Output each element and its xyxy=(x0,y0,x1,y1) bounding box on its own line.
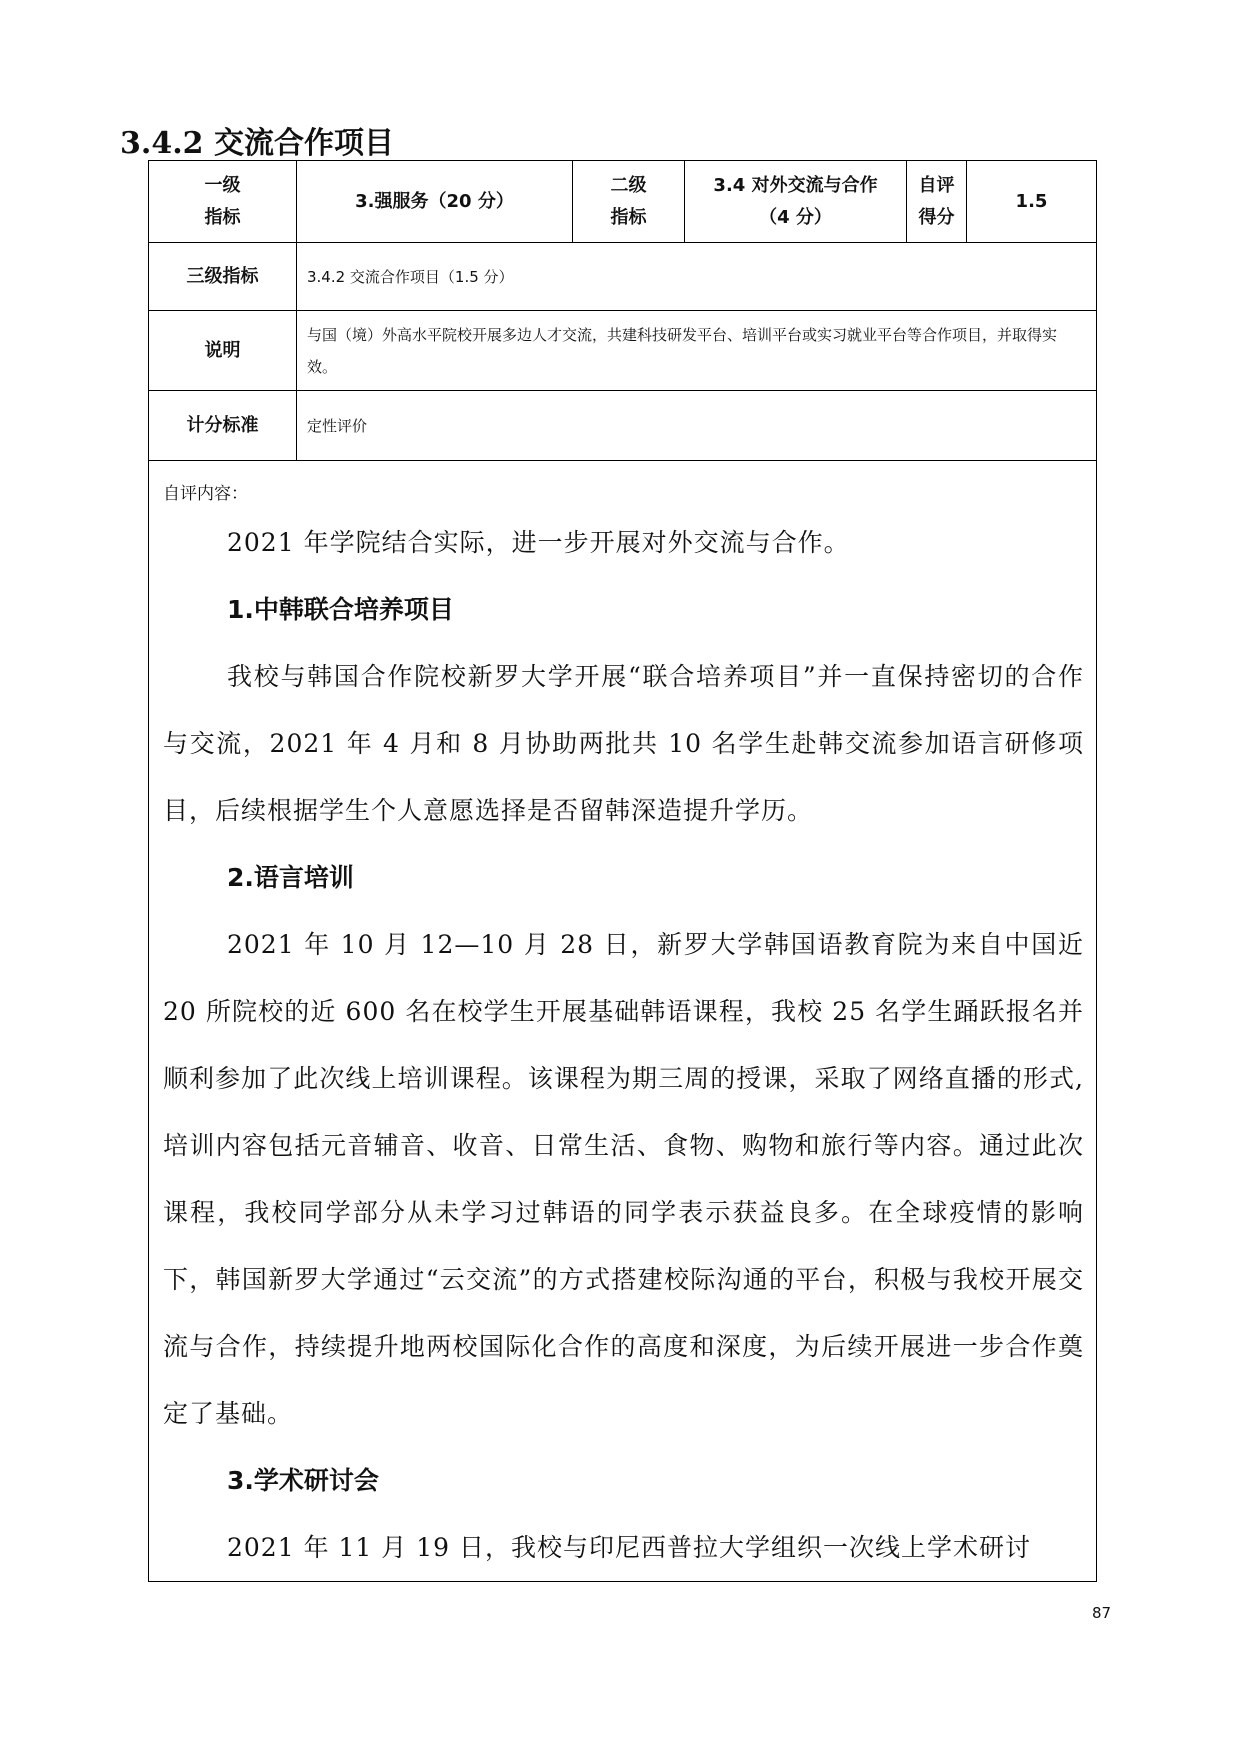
desc-label: 说明 xyxy=(149,311,297,391)
section2-title: 2.语言培训 xyxy=(227,863,354,892)
section3-paragraph: 2021 年 11 月 19 日，我校与印尼西普拉大学组织一次线上学术研讨 xyxy=(227,1533,1031,1562)
section1-paragraph: 我校与韩国合作院校新罗大学开展“联合培养项目”并一直保持密切的合作与交流，2021 年 4 月和 8 月协助两批共 10 名学生赴韩交流参加语言研修项目，后续根据学生个人意愿选择是否留韩深造提升学历。 xyxy=(163,662,1084,825)
level3-value: 3.4.2 交流合作项目（1.5 分） xyxy=(297,243,1097,311)
table-row xyxy=(149,461,1097,1582)
intro-paragraph: 2021 年学院结合实际，进一步开展对外交流与合作。 xyxy=(227,528,850,557)
section3-title: 3.学术研讨会 xyxy=(227,1466,379,1495)
section1-title: 1.中韩联合培养项目 xyxy=(227,595,454,624)
table-row xyxy=(149,161,1097,243)
level1-value: 3.强服务（20 分） xyxy=(297,161,573,243)
evaluation-table xyxy=(148,160,1097,1582)
desc-value: 与国（境）外高水平院校开展多边人才交流，共建科技研发平台、培训平台或实习就业平台等合作项目，并取得实效。 xyxy=(297,311,1097,391)
level1-label: 一级 指标 xyxy=(149,161,297,243)
table-row xyxy=(149,391,1097,461)
page-number: 87 xyxy=(1092,1604,1112,1622)
level2-label: 二级 指标 xyxy=(573,161,685,243)
self-eval-label: 自评内容： xyxy=(163,484,248,504)
level3-label: 三级指标 xyxy=(149,243,297,311)
scoring-label: 计分标准 xyxy=(149,391,297,461)
section-heading: 3.4.2 交流合作项目 xyxy=(120,126,394,161)
table-row xyxy=(149,311,1097,391)
section2-paragraph: 2021 年 10 月 12—10 月 28 日，新罗大学韩国语教育院为来自中国近 20 所院校的近 600 名在校学生开展基础韩语课程，我校 25 名学生踊跃报名并顺利参加了此次线上培训课程。该课程为期三周的授课，采取了网络直播的形式,培训内容包括元音辅音、收音、日常生活、食物、购物和旅行等内容。通过此次课程，我校同学部分从未学习过韩语的同学表示获益良多。在全球疫情的影响下，韩国新罗大学通过“云交流”的方式搭建校际沟通的平台，积极与我校开展交流与合作，持续提升地两校国际化合作的高度和深度，为后续开展进一步合作奠定了基础。 xyxy=(163,930,1084,1428)
level2-value: 3.4 对外交流与合作 （4 分） xyxy=(685,161,907,243)
table-row xyxy=(149,243,1097,311)
score-value: 1.5 xyxy=(967,161,1097,243)
score-label: 自评 得分 xyxy=(907,161,967,243)
scoring-value: 定性评价 xyxy=(297,391,1097,461)
self-eval-content xyxy=(149,461,1097,1582)
